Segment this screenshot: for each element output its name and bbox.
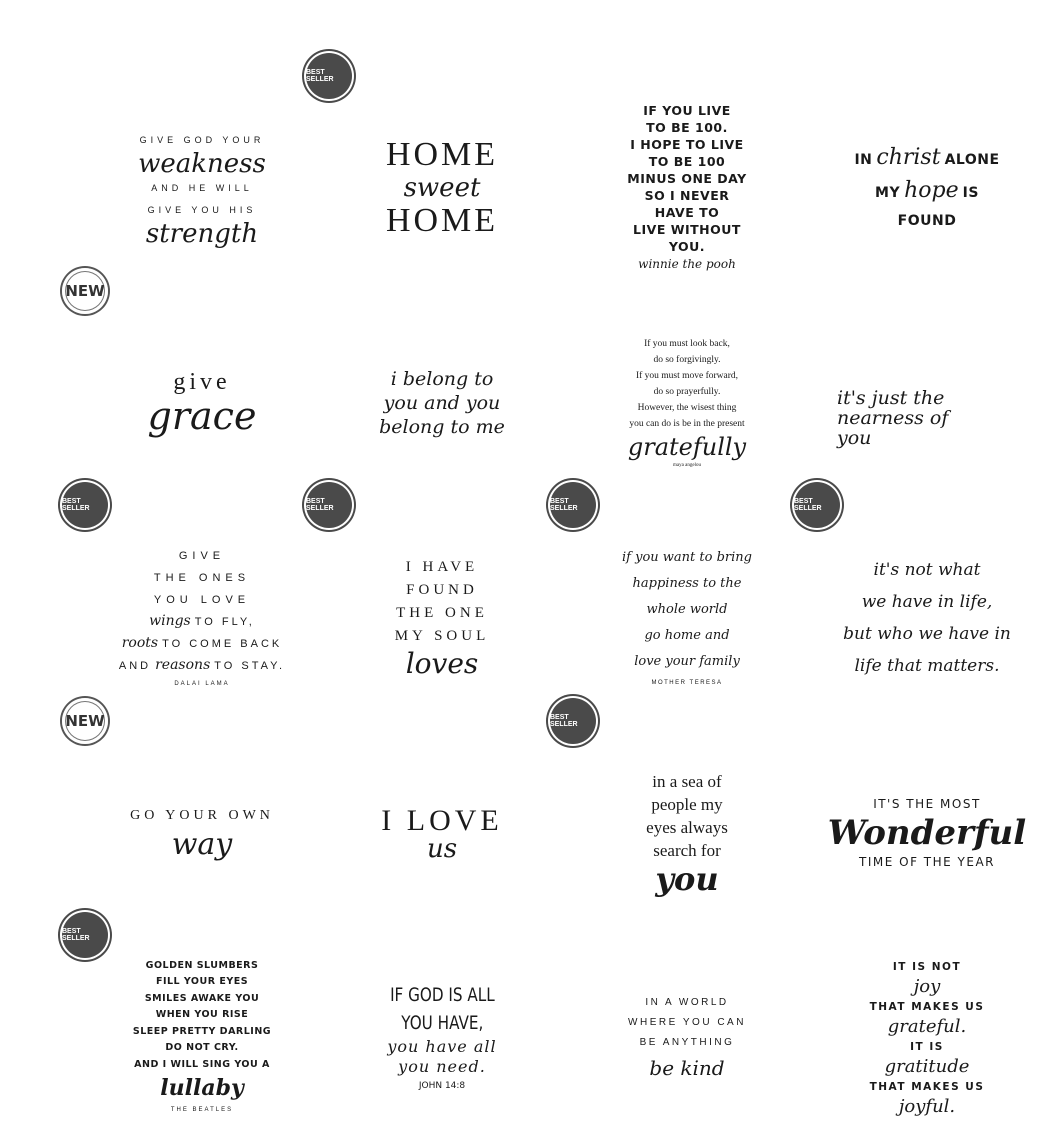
quote-tile-16[interactable]: [807, 725, 1047, 940]
quote-tile-4[interactable]: [807, 80, 1047, 295]
quote-word: roots: [121, 634, 159, 651]
best-seller-badge: BEST SELLER: [306, 482, 352, 528]
quote-word: MY: [875, 185, 901, 201]
quote-word: IN: [854, 152, 873, 168]
best-seller-badge: BEST SELLER: [62, 482, 108, 528]
quote-line: joy: [913, 975, 941, 997]
quote-line: people my: [651, 794, 723, 814]
quote-word: hope: [904, 178, 959, 203]
best-seller-badge: BEST SELLER: [550, 482, 596, 528]
quote-line: IT IS: [910, 1040, 944, 1053]
quote-line: IN A WORLD: [645, 996, 729, 1008]
quote-line-group: [119, 655, 285, 677]
quote-line: nearness of: [837, 406, 949, 429]
quote-line: DALAI LAMA: [174, 680, 230, 687]
quote-line: belong to me: [379, 415, 505, 438]
quote-line: GIVE: [178, 549, 226, 562]
quote-line: If you must move forward,: [635, 370, 739, 381]
quote-line: happiness to the: [632, 575, 742, 591]
quote-line: be kind: [649, 1055, 725, 1080]
quote-line: do so forgivingly.: [653, 354, 721, 365]
quote-line: you: [655, 859, 719, 898]
quote-tile-12[interactable]: [807, 510, 1047, 725]
quote-tile-15[interactable]: [567, 725, 807, 940]
quote-line: give: [173, 369, 231, 395]
best-seller-badge: BEST SELLER: [794, 482, 840, 528]
quote-tile-1[interactable]: [82, 80, 322, 295]
quote-line: MOTHER TERESA: [651, 679, 723, 686]
quote-line: YOU.: [668, 239, 706, 254]
quote-line: FOUND: [406, 581, 478, 598]
quote-line: TIME OF THE YEAR: [859, 854, 995, 869]
quote-tile-18[interactable]: [322, 930, 562, 1145]
quote-line: TO BE 100.: [646, 120, 728, 135]
quote-line: THE ONE: [396, 604, 488, 621]
quote-line: weakness: [138, 148, 266, 179]
quote-line: SO I NEVER: [644, 188, 730, 203]
quote-line: you: [837, 426, 872, 449]
quote-line: sweet: [403, 172, 481, 203]
quote-word: TO FLY,: [194, 615, 255, 628]
quote-tile-3[interactable]: [567, 80, 807, 295]
quote-line: TO BE 100: [648, 154, 726, 169]
quote-line: we have in life,: [861, 591, 993, 612]
quote-line: THE BEATLES: [170, 1107, 234, 1114]
quote-line: HAVE TO: [654, 205, 720, 220]
quote-line: AND I WILL SING YOU A: [134, 1058, 270, 1070]
quote-tile-6[interactable]: [322, 295, 562, 510]
quote-line: I HAVE: [405, 558, 479, 575]
quote-line: you have all: [387, 1036, 497, 1056]
quote-line: GIVE YOU HIS: [147, 204, 257, 215]
quote-line: YOU HAVE,: [400, 1011, 484, 1034]
quote-line: I HOPE TO LIVE: [630, 137, 744, 152]
quote-line: maya angelou: [673, 462, 701, 468]
quote-line: THE ONES: [153, 571, 251, 584]
quote-grid: [32, 40, 1032, 1120]
quote-line: strength: [145, 218, 259, 249]
quote-tile-14[interactable]: [322, 725, 562, 940]
quote-line: SMILES AWAKE YOU: [144, 992, 260, 1004]
quote-line: it's not what: [873, 559, 981, 580]
quote-word: TO COME BACK: [162, 637, 283, 650]
quote-line: IF YOU LIVE: [643, 103, 731, 118]
quote-line-group: [875, 178, 979, 203]
quote-tile-7[interactable]: [567, 295, 807, 510]
quote-line: i belong to: [390, 367, 494, 390]
quote-word: reasons: [155, 656, 211, 673]
quote-line: you need.: [398, 1056, 486, 1076]
quote-tile-10[interactable]: [322, 510, 562, 725]
best-seller-badge: BEST SELLER: [550, 698, 596, 744]
quote-word: TO STAY.: [214, 659, 286, 672]
quote-word: christ: [876, 145, 941, 170]
quote-line: AND HE WILL: [151, 182, 253, 193]
quote-line: way: [171, 826, 233, 862]
quote-tile-13[interactable]: [82, 725, 322, 940]
quote-word: ALONE: [944, 152, 1000, 168]
quote-line: HOME: [385, 135, 499, 173]
quote-line: THAT MAKES US: [869, 1080, 985, 1093]
quote-line: WHEN YOU RISE: [155, 1009, 249, 1021]
quote-line: eyes always: [646, 817, 728, 837]
quote-line: life that matters.: [854, 655, 1000, 676]
quote-line: loves: [405, 646, 479, 680]
quote-line: THAT MAKES US: [869, 1000, 985, 1013]
quote-line: us: [426, 833, 458, 864]
quote-line: Wonderful: [827, 812, 1027, 853]
new-badge: NEW: [62, 268, 108, 314]
quote-line: go home and: [644, 627, 730, 643]
quote-line: MY SOUL: [394, 627, 490, 644]
quote-line-group: [149, 611, 255, 633]
quote-line: gratefully: [627, 432, 747, 461]
quote-line: joyful.: [898, 1095, 956, 1117]
quote-line-group: [854, 145, 999, 170]
quote-line: However, the wisest thing: [637, 402, 737, 413]
quote-tile-5[interactable]: [82, 295, 322, 510]
quote-line: GO YOUR OWN: [130, 807, 274, 823]
quote-line: I LOVE: [381, 803, 503, 837]
quote-line: grace: [147, 394, 257, 438]
quote-line: BE ANYTHING: [639, 1036, 735, 1048]
quote-line: JOHN 14:8: [418, 1080, 466, 1091]
quote-line: MINUS ONE DAY: [627, 171, 747, 186]
quote-line: GIVE GOD YOUR: [139, 134, 265, 145]
quote-line: FOUND: [897, 213, 957, 229]
quote-line: it's just the: [837, 386, 945, 409]
quote-line: winnie the pooh: [638, 257, 736, 271]
quote-line: lullaby: [160, 1075, 244, 1102]
quote-line: FILL YOUR EYES: [155, 976, 249, 988]
quote-line: HOME: [385, 201, 499, 239]
quote-line: you can do is be in the present: [629, 418, 745, 429]
quote-line-group: [122, 633, 283, 655]
quote-word: AND: [118, 659, 152, 672]
quote-line: whole world: [646, 601, 728, 617]
quote-line: DO NOT CRY.: [165, 1042, 239, 1054]
quote-line: WHERE YOU CAN: [628, 1016, 746, 1028]
quote-line: search for: [653, 840, 721, 860]
quote-tile-19[interactable]: [567, 930, 807, 1145]
quote-line: love your family: [634, 653, 740, 669]
quote-line: If you must look back,: [644, 338, 730, 349]
quote-line: IT'S THE MOST: [873, 796, 981, 811]
quote-word: IS: [962, 185, 979, 201]
quote-line: SLEEP PRETTY DARLING: [132, 1025, 272, 1037]
quote-line: you and you: [383, 391, 501, 414]
quote-line: if you want to bring: [622, 549, 752, 565]
quote-word: wings: [149, 612, 191, 629]
quote-tile-20[interactable]: [807, 930, 1047, 1145]
best-seller-badge: BEST SELLER: [62, 912, 108, 958]
new-badge: NEW: [62, 698, 108, 744]
quote-line: LIVE WITHOUT: [633, 222, 741, 237]
quote-line: do so prayerfully.: [653, 386, 721, 397]
quote-line: IT IS NOT: [892, 960, 962, 973]
best-seller-badge: BEST SELLER: [306, 53, 352, 99]
quote-line: grateful.: [887, 1015, 967, 1037]
quote-line: IF GOD IS ALL: [389, 983, 495, 1006]
quote-line: YOU LOVE: [153, 593, 251, 606]
quote-tile-17[interactable]: [82, 930, 322, 1145]
quote-tile-8[interactable]: [807, 295, 1047, 510]
quote-line: in a sea of: [652, 771, 722, 791]
quote-tile-9[interactable]: [82, 510, 322, 725]
quote-line: GOLDEN SLUMBERS: [145, 959, 259, 971]
quote-tile-2[interactable]: [322, 80, 562, 295]
quote-tile-11[interactable]: [567, 510, 807, 725]
quote-line: but who we have in: [843, 623, 1011, 644]
quote-line: gratitude: [884, 1055, 970, 1077]
